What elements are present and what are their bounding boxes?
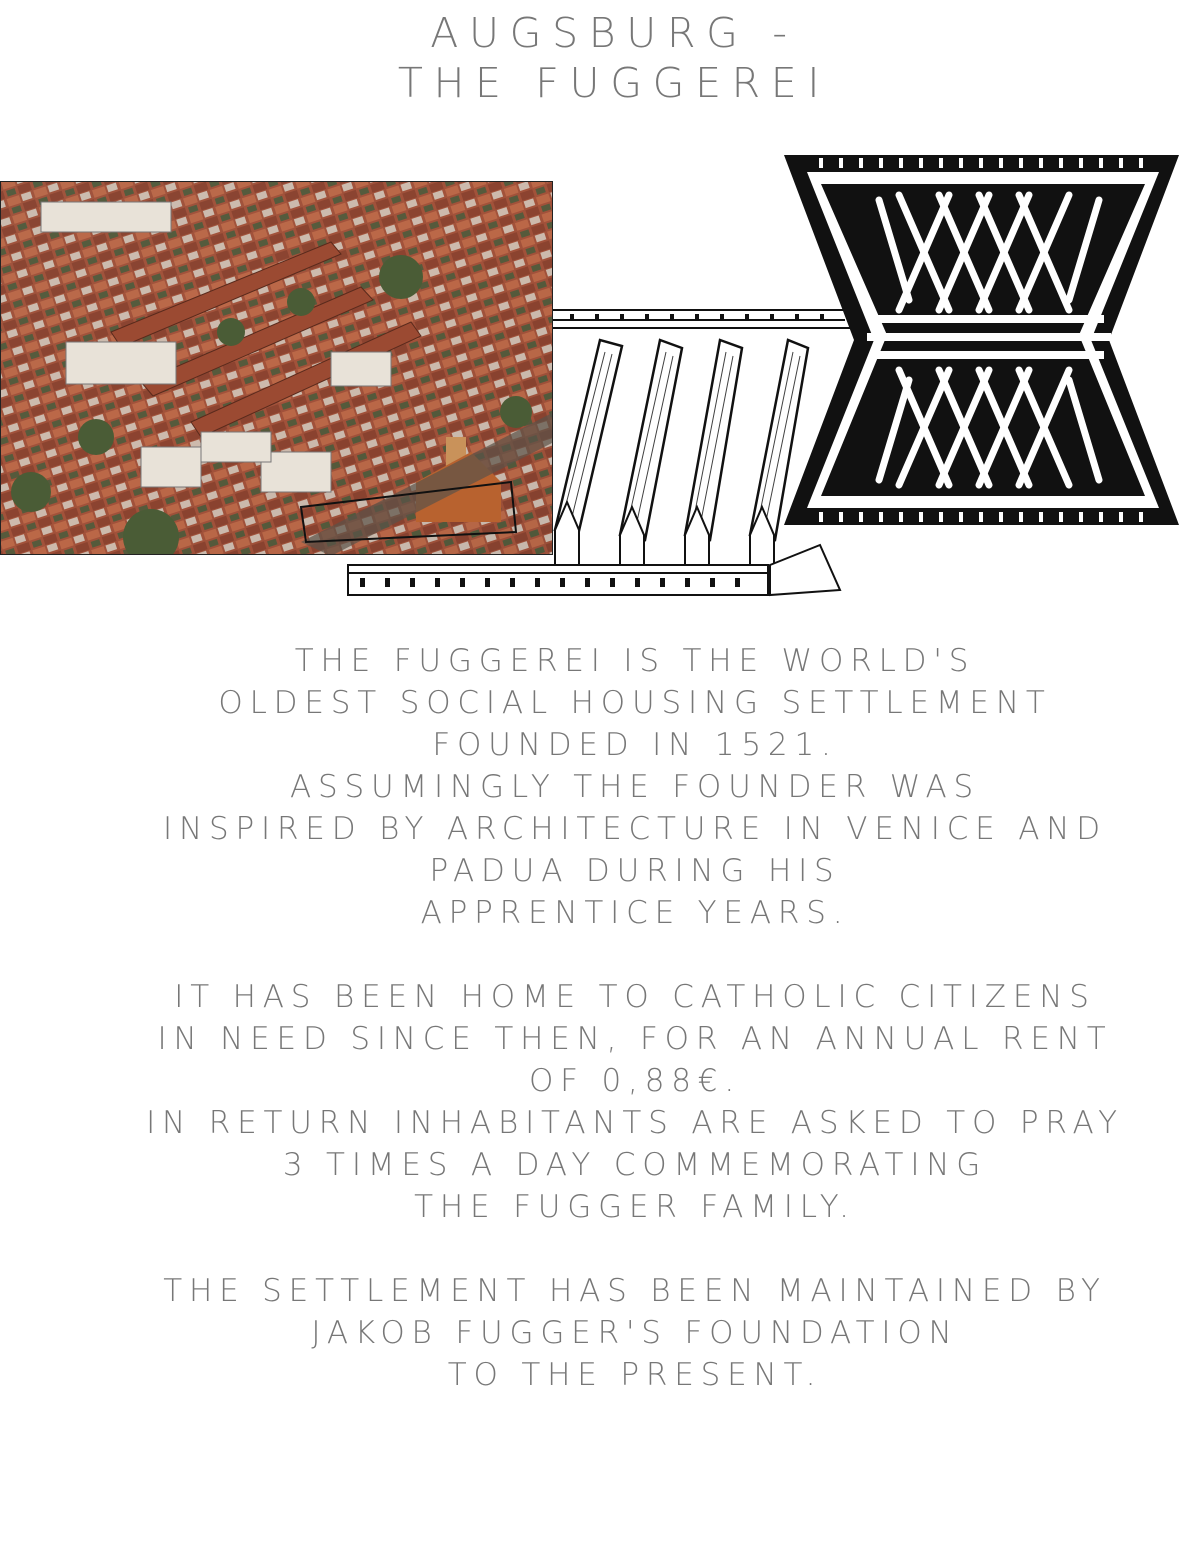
text-line: INSPIRED BY ARCHITECTURE IN VENICE AND xyxy=(163,811,1107,847)
paragraph-residents xyxy=(90,976,1180,1228)
fuggerei-abstract-emblem xyxy=(779,150,1184,530)
title-line-2: THE FUGGEREI xyxy=(397,59,831,107)
text-line: OLDEST SOCIAL HOUSING SETTLEMENT xyxy=(218,685,1052,721)
text-line: JAKOB FUGGER'S FOUNDATION xyxy=(311,1315,959,1351)
page-title xyxy=(0,8,1200,108)
text-line: THE FUGGEREI IS THE WORLD'S xyxy=(294,643,976,679)
paragraph-history xyxy=(90,640,1180,934)
text-line: FOUNDED IN 1521. xyxy=(432,727,838,763)
text-line: IN NEED SINCE THEN, FOR AN ANNUAL RENT xyxy=(157,1021,1113,1057)
text-line: TO THE PRESENT. xyxy=(447,1357,823,1393)
paragraph-foundation xyxy=(90,1270,1180,1396)
text-line: IT HAS BEEN HOME TO CATHOLIC CITIZENS xyxy=(174,979,1096,1015)
text-line: APPRENTICE YEARS. xyxy=(420,895,850,931)
text-line: THE FUGGER FAMILY. xyxy=(414,1189,856,1225)
text-line: 3 TIMES A DAY COMMEMORATING xyxy=(282,1147,988,1183)
collage xyxy=(0,150,1200,610)
text-line: ASSUMINGLY THE FOUNDER WAS xyxy=(289,769,981,805)
title-line-1: AUGSBURG - xyxy=(430,9,798,57)
text-line: THE SETTLEMENT HAS BEEN MAINTAINED BY xyxy=(163,1273,1107,1309)
text-line: PADUA DURING HIS xyxy=(429,853,841,889)
aerial-photo xyxy=(0,181,553,555)
description-text xyxy=(90,640,1180,1438)
aerial-photo-graphic xyxy=(1,182,553,555)
text-line: IN RETURN INHABITANTS ARE ASKED TO PRAY xyxy=(146,1105,1124,1141)
text-line: OF 0,88€. xyxy=(528,1063,742,1099)
